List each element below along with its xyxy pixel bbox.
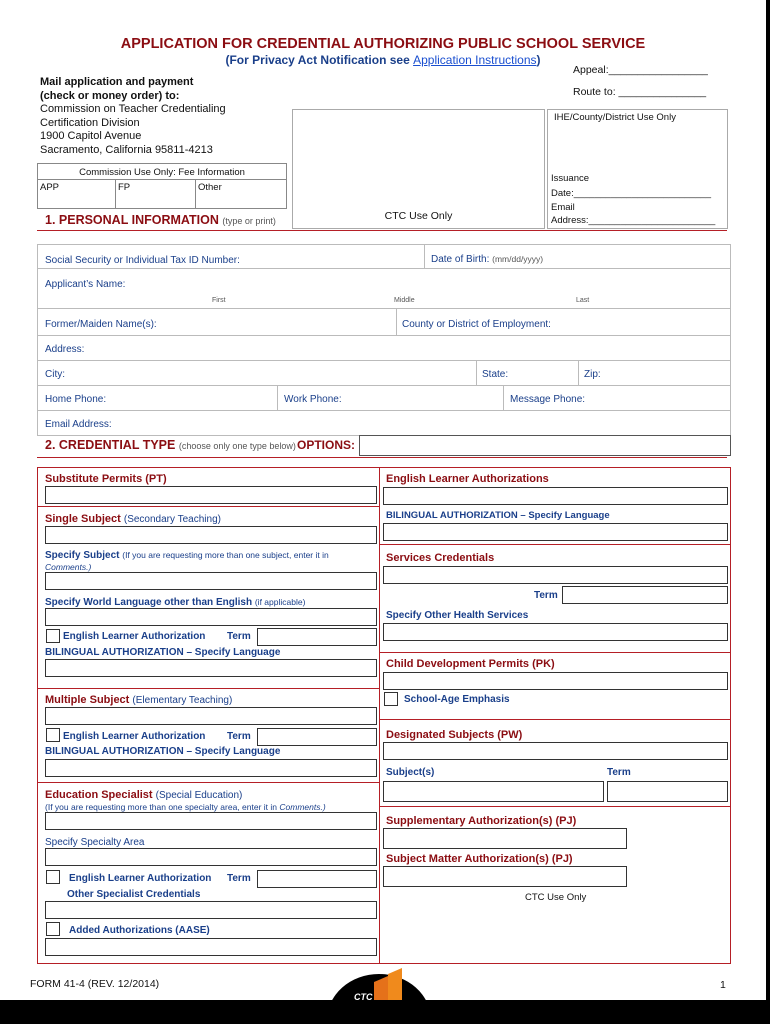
specify-subject-note: (If you are requesting more than one subject, enter it in <box>122 550 329 560</box>
former-name-label[interactable]: Former/Maiden Name(s): <box>45 319 157 330</box>
email-address-line[interactable]: Address:________________________ <box>551 215 716 226</box>
right-bilingual-label: BILINGUAL AUTHORIZATION – Specify Language <box>386 510 610 521</box>
single-subject-note: (Secondary Teaching) <box>123 514 221 525</box>
mail-line-4: Certification Division <box>40 116 140 129</box>
single-subject-title: Single Subject <box>45 513 121 525</box>
child-dev-label: Child Development Permits (PK) <box>386 658 555 670</box>
multiple-bilingual-label: BILINGUAL AUTHORIZATION – Specify Language <box>45 746 281 757</box>
el-authorizations-input[interactable] <box>383 487 728 505</box>
work-phone-label[interactable]: Work Phone: <box>284 394 342 405</box>
other-health-input[interactable] <box>383 623 728 641</box>
other-specialist-input[interactable] <box>45 901 377 919</box>
credential-type-title: 2. CREDENTIAL TYPE <box>45 438 176 452</box>
ctc-logo <box>326 966 432 1000</box>
mail-line-5: 1900 Capitol Avenue <box>40 130 142 143</box>
specialty-area-label: Specify Specialty Area <box>45 837 145 848</box>
multiple-term-label: Term <box>227 731 251 742</box>
education-specialist-label <box>45 789 242 801</box>
zip-label[interactable]: Zip: <box>584 369 601 380</box>
fee-fp: FP <box>118 182 131 193</box>
education-specialist-note: (Special Education) <box>155 790 243 801</box>
specialist-el-auth-checkbox[interactable] <box>46 870 60 884</box>
dob-format: (mm/dd/yyyy) <box>492 254 544 264</box>
supplementary-label: Supplementary Authorization(s) (PJ) <box>386 815 577 827</box>
appeal-field[interactable]: Appeal:_________________ <box>573 64 708 76</box>
subject-matter-label: Subject Matter Authorization(s) (PJ) <box>386 853 573 865</box>
supplementary-input[interactable] <box>383 828 627 849</box>
multiple-subject-note: (Elementary Teaching) <box>132 695 233 706</box>
issuance-date[interactable]: Date:__________________________ <box>551 188 712 199</box>
applicant-name-label[interactable]: Applicant’s Name: <box>45 279 126 290</box>
fee-other: Other <box>198 182 222 193</box>
dob-label[interactable] <box>431 254 543 265</box>
mail-line-1: Mail application and payment <box>40 76 194 88</box>
multiple-subject-label <box>45 694 232 706</box>
specialist-el-auth-label: English Learner Authorization <box>69 873 212 884</box>
specialist-term-label: Term <box>227 873 251 884</box>
fee-info-box <box>37 163 287 209</box>
ihe-box <box>547 109 728 229</box>
world-language-note: (if applicable) <box>254 597 306 607</box>
multiple-el-auth-checkbox[interactable] <box>46 728 60 742</box>
school-age-label: School-Age Emphasis <box>404 694 510 705</box>
first-name-caption: First <box>212 297 226 304</box>
services-term-label: Term <box>534 590 558 601</box>
ed-spec-comments: Comments.) <box>279 802 326 812</box>
multiple-el-auth-label: English Learner Authorization <box>63 731 206 742</box>
fee-app: APP <box>40 182 60 193</box>
mail-line-6: Sacramento, California 95811-4213 <box>40 143 213 156</box>
form-title: APPLICATION FOR CREDENTIAL AUTHORIZING PUBLIC SCHOOL SERVICE <box>120 36 646 52</box>
ctc-logo-text: CTC <box>354 992 373 1000</box>
ctc-use-box <box>292 109 545 229</box>
credential-type-note: (choose only one type below) <box>178 441 296 451</box>
privacy-note-pre: (For Privacy Act Notification see <box>225 53 414 67</box>
services-term-input[interactable] <box>562 586 728 604</box>
comments-note: Comments.) <box>45 562 92 572</box>
subject-matter-input[interactable] <box>383 866 627 887</box>
mail-line-3: Commission on Teacher Credentialing <box>40 103 226 116</box>
route-to-field[interactable]: Route to: _______________ <box>573 86 707 98</box>
designated-term-label: Term <box>607 767 631 778</box>
single-term-label: Term <box>227 631 251 642</box>
specialty-area-input[interactable] <box>45 848 377 866</box>
city-label[interactable]: City: <box>45 369 65 380</box>
education-specialist-input[interactable] <box>45 812 377 830</box>
child-dev-input[interactable] <box>383 672 728 690</box>
multiple-subject-title: Multiple Subject <box>45 694 130 706</box>
services-credentials-label: Services Credentials <box>386 552 495 564</box>
designated-subjects-input[interactable] <box>383 742 728 760</box>
world-language-title: Specify World Language other than English <box>45 597 253 608</box>
ctc-use-only-bottom: CTC Use Only <box>525 892 587 903</box>
single-bilingual-label: BILINGUAL AUTHORIZATION – Specify Language <box>45 647 281 658</box>
other-specialist-label: Other Specialist Credentials <box>67 889 201 900</box>
options-input[interactable] <box>359 435 731 456</box>
subjects-input[interactable] <box>383 781 604 802</box>
school-age-checkbox[interactable] <box>384 692 398 706</box>
education-specialist-title: Education Specialist <box>45 789 153 801</box>
last-name-caption: Last <box>576 297 590 304</box>
world-language-label <box>45 597 305 608</box>
single-bilingual-input[interactable] <box>45 659 377 677</box>
privacy-note-post: ) <box>536 53 541 67</box>
ctc-logo-icon <box>326 966 432 1000</box>
issuance-label: Issuance <box>551 173 590 184</box>
mailing-address <box>40 76 226 158</box>
specify-subject-input[interactable] <box>45 572 377 590</box>
ed-spec-small-text: (If you are requesting more than one specialty area, enter it in <box>45 802 277 812</box>
middle-name-caption: Middle <box>394 297 415 304</box>
personal-info-heading <box>45 213 276 227</box>
single-el-auth-label: English Learner Authorization <box>63 631 206 642</box>
personal-info-title: 1. PERSONAL INFORMATION <box>45 213 219 227</box>
fee-info-title: Commission Use Only: Fee Information <box>38 164 286 180</box>
form-number: FORM 41-4 (REV. 12/2014) <box>30 978 160 990</box>
multiple-subject-input[interactable] <box>45 707 377 725</box>
subjects-label: Subject(s) <box>386 767 435 778</box>
designated-subjects-label: Designated Subjects (PW) <box>386 729 523 741</box>
ctc-use-label: CTC Use Only <box>384 210 453 222</box>
single-term-input[interactable] <box>257 628 377 646</box>
county-district-label[interactable]: County or District of Employment: <box>402 319 551 330</box>
services-credentials-input[interactable] <box>383 566 728 584</box>
added-auth-input[interactable] <box>45 938 377 956</box>
single-subject-input[interactable] <box>45 526 377 544</box>
dob-text: Date of Birth: <box>431 254 490 265</box>
credential-type-heading <box>45 438 296 452</box>
single-el-auth-checkbox[interactable] <box>46 629 60 643</box>
substitute-permits-label: Substitute Permits (PT) <box>45 473 167 485</box>
multiple-term-input[interactable] <box>257 728 377 746</box>
added-auth-checkbox[interactable] <box>46 922 60 936</box>
education-specialist-small-note <box>45 802 326 812</box>
page-number: 1 <box>720 979 726 991</box>
email-label: Email <box>551 202 575 213</box>
mail-line-2: (check or money order) to: <box>40 89 180 102</box>
options-label: OPTIONS: <box>297 438 356 452</box>
right-bilingual-input[interactable] <box>383 523 728 541</box>
home-phone-label[interactable]: Home Phone: <box>45 394 107 405</box>
single-subject-label <box>45 513 221 525</box>
ssn-label[interactable]: Social Security or Individual Tax ID Number: <box>45 255 240 266</box>
world-language-input[interactable] <box>45 608 377 626</box>
el-authorizations-label: English Learner Authorizations <box>386 473 549 485</box>
ihe-label: IHE/County/District Use Only <box>554 112 676 123</box>
specify-subject-label <box>45 550 329 561</box>
email-address-label[interactable]: Email Address: <box>45 419 112 430</box>
added-auth-label: Added Authorizations (AASE) <box>69 925 210 936</box>
specify-subject-title: Specify Subject <box>45 550 120 561</box>
other-health-label: Specify Other Health Services <box>386 610 529 621</box>
application-instructions-link[interactable]: Application Instructions <box>413 53 537 67</box>
state-label[interactable]: State: <box>482 369 509 380</box>
designated-term-input[interactable] <box>607 781 728 802</box>
address-label[interactable]: Address: <box>45 344 85 355</box>
personal-info-note: (type or print) <box>222 216 276 226</box>
message-phone-label[interactable]: Message Phone: <box>510 394 586 405</box>
substitute-permits-input[interactable] <box>45 486 377 504</box>
multiple-bilingual-input[interactable] <box>45 759 377 777</box>
specialist-term-input[interactable] <box>257 870 377 888</box>
